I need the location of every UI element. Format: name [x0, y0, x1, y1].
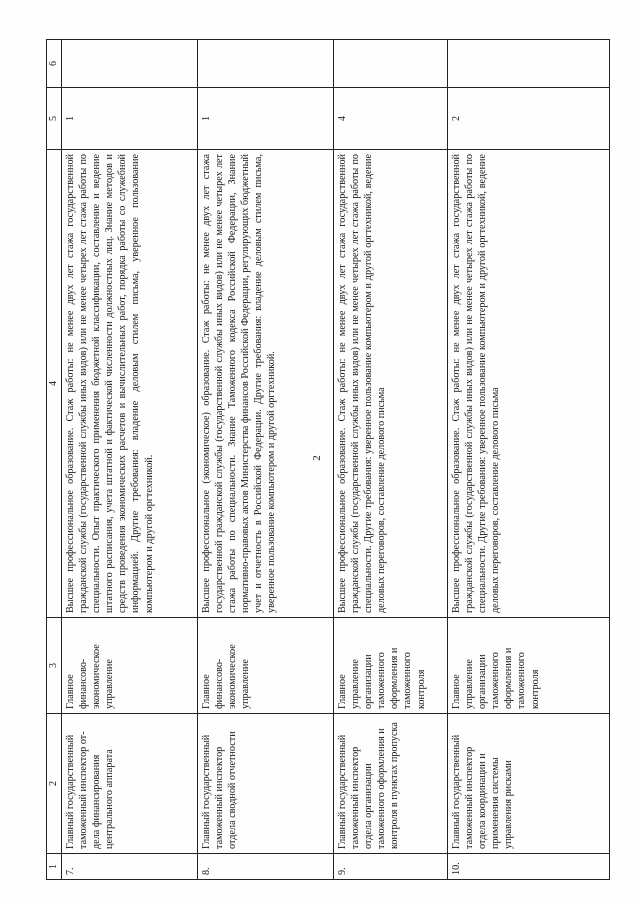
extra-cell	[334, 40, 448, 88]
row-number: 9.	[334, 854, 448, 880]
table-row	[334, 40, 448, 880]
table-row	[198, 40, 334, 880]
header-col-5: 5	[47, 88, 62, 150]
department-cell: Главное финансово-экономическое управление	[62, 618, 198, 714]
row-number: 10.	[448, 854, 610, 880]
page-number: 2	[310, 455, 323, 461]
row-number: 7.	[62, 854, 198, 880]
table-header-row	[47, 40, 62, 880]
rotated-table-wrapper	[46, 40, 610, 880]
table-row	[62, 40, 198, 880]
position-cell: Главный государственный таможенный инспектор отдела координации и применения системы управления рисками	[448, 714, 610, 854]
count-cell: 1	[62, 88, 198, 150]
extra-cell	[62, 40, 198, 88]
header-col-2: 2	[47, 714, 62, 854]
count-cell: 2	[448, 88, 610, 150]
requirements-cell: Высшее профессиональное (экономическое) образование. Стаж работы: не менее двух лет стажа государственной гражданской службы (государственной службы иных видов) или не менее четырех лет стажа работы по специальности. Знание Таможенного кодекса Российской Федерации, Знание нормативно-правовых актов Министерства финансов Российской Федерации, регулирующих бюджетный учет и отчетность в Российской Федерации. Другие требования: владение деловым стилем письма, уверенное пользование компьютером и другой оргтехникой.	[198, 150, 334, 618]
row-number: 8.	[198, 854, 334, 880]
department-cell: Главное финансово-экономическое управление	[198, 618, 334, 714]
requirements-cell: Высшее профессиональное образование. Стаж работы: не менее двух лет стажа государственной гражданской службы (государственной службы иных видов) или не менее четырех лет стажа работы по специальности. Другие требования: уверенное пользование компьютером и другой оргтехникой, ведение деловых переговоров, составление делового письма	[334, 150, 448, 618]
position-cell: Главный государственный таможенный инспектор от-дела финансирования центрального аппарата	[62, 714, 198, 854]
extra-cell	[448, 40, 610, 88]
requirements-cell: Высшее профессиональное образование. Стаж работы: не менее двух лет стажа государственной гражданской службы (государственной службы иных видов) или не менее четырех лет стажа работы по специальности. Опыт практического применения бюджетной классификации, составление и ведение штатного расписания, учета штатной и фактической численности должностных лиц. Знание методов и средств проведения экономических расчетов и вычислительных работ, порядка работы со служебной информацией. Другие требования: владение деловым стилем письма, уверенное пользование компьютером и другой оргтехникой.	[62, 150, 198, 618]
department-cell: Главное управление организации таможенного оформления и таможенного контроля	[448, 618, 610, 714]
position-cell: Главный государственный таможенный инспектор отдела организации таможенного оформления и контроля в пунктах пропуска	[334, 714, 448, 854]
department-cell: Главное управление организации таможенного оформления и таможенного контроля	[334, 618, 448, 714]
count-cell: 4	[334, 88, 448, 150]
table-row	[448, 40, 610, 880]
count-cell: 1	[198, 88, 334, 150]
header-col-1: 1	[47, 854, 62, 880]
vacancy-table	[46, 39, 610, 880]
position-cell: Главный государственный таможенный инспектор отдела сводной отчетности	[198, 714, 334, 854]
header-col-6: 6	[47, 40, 62, 88]
header-col-3: 3	[47, 618, 62, 714]
extra-cell	[198, 40, 334, 88]
header-col-4: 4	[47, 150, 62, 618]
requirements-cell: Высшее профессиональное образование. Стаж работы: не менее двух лет стажа государственной гражданской службы (государственной службы иных видов) или не менее четырех лет стажа работы по специальности. Другие требования: уверенное пользование компьютером и другой оргтехникой, ведение деловых переговоров, составление делового письма	[448, 150, 610, 618]
